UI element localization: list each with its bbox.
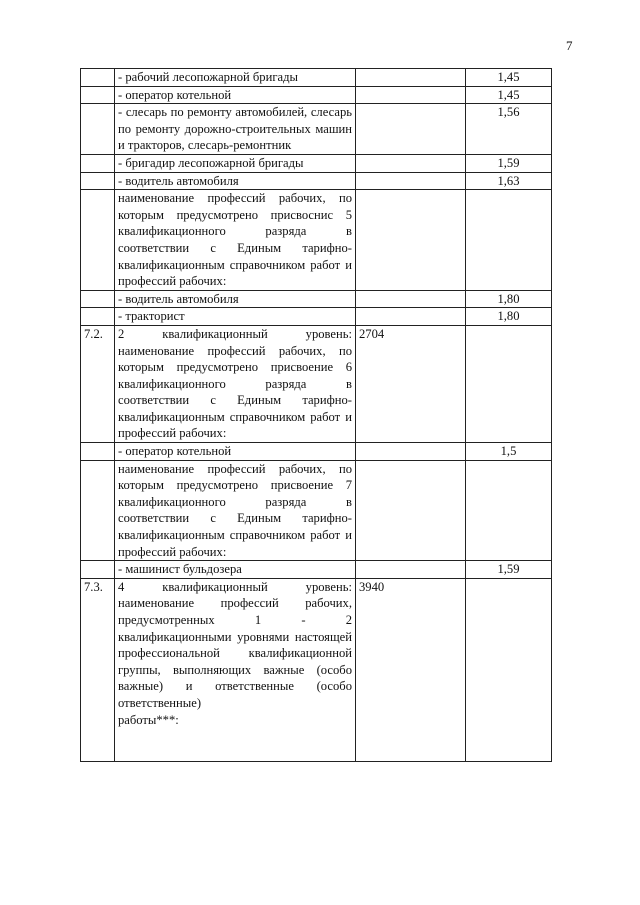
- table-row: [81, 443, 552, 461]
- base-salary: [356, 69, 466, 87]
- profession-description: - водитель автомобиля: [115, 172, 356, 190]
- row-number: [81, 172, 115, 190]
- profession-description: [115, 578, 356, 761]
- profession-description-text: 4 квалификационный уровень: наименование профессий рабочих, предусмотренных 1 - 2 квалификационными уровнями настоящей профессиональной квалификационной группы, выполняющих важные (особо важные) и ответственные (особо ответственные): [118, 579, 352, 710]
- profession-description: - тракторист: [115, 308, 356, 326]
- profession-description: - оператор котельной: [115, 86, 356, 104]
- base-salary: [356, 190, 466, 291]
- row-number: [81, 154, 115, 172]
- table-row: [81, 578, 552, 761]
- base-salary: [356, 561, 466, 579]
- base-salary: [356, 172, 466, 190]
- base-salary: [356, 460, 466, 561]
- row-number: [81, 443, 115, 461]
- coefficient: [466, 325, 552, 442]
- table-row: [81, 154, 552, 172]
- row-number: [81, 86, 115, 104]
- profession-description: - рабочий лесопожарной бригады: [115, 69, 356, 87]
- profession-description-tail: работы***:: [118, 712, 179, 727]
- coefficient: [466, 460, 552, 561]
- row-number: [81, 308, 115, 326]
- base-salary: 2704: [356, 325, 466, 442]
- table-row: [81, 69, 552, 87]
- profession-description: - бригадир лесопожарной бригады: [115, 154, 356, 172]
- profession-description: - оператор котельной: [115, 443, 356, 461]
- coefficient: 1,80: [466, 308, 552, 326]
- profession-description: наименование профессий рабочих, по которым предусмотрено присвоснис 5 квалификационного разряда в соответствии с Единым тарифно-квалификационным справочником работ и профессий рабочих:: [115, 190, 356, 291]
- profession-description: 2 квалификационный уровень: наименование профессий рабочих, по которым предусмотрено присвоение 6 квалификационного разряда в соответствии с Единым тарифно-квалификационным справочником работ и профессий рабочих:: [115, 325, 356, 442]
- base-salary: [356, 86, 466, 104]
- table-row: [81, 290, 552, 308]
- coefficient: 1,59: [466, 154, 552, 172]
- profession-description: - водитель автомобиля: [115, 290, 356, 308]
- table-row: [81, 172, 552, 190]
- base-salary: [356, 290, 466, 308]
- row-number: 7.2.: [81, 325, 115, 442]
- table-row: [81, 190, 552, 291]
- coefficient: [466, 190, 552, 291]
- coefficient: 1,80: [466, 290, 552, 308]
- profession-description: наименование профессий рабочих, по которым предусмотрено присвоение 7 квалификационного разряда в соответствии с Единым тарифно-квалификационным справочником работ и профессий рабочих:: [115, 460, 356, 561]
- coefficient: 1,59: [466, 561, 552, 579]
- table-row: [81, 325, 552, 442]
- base-salary: [356, 443, 466, 461]
- row-number: [81, 190, 115, 291]
- base-salary: [356, 104, 466, 155]
- coefficient: [466, 578, 552, 761]
- row-number: [81, 290, 115, 308]
- table-row: [81, 561, 552, 579]
- row-number: [81, 69, 115, 87]
- profession-description: - машинист бульдозера: [115, 561, 356, 579]
- table-row: [81, 104, 552, 155]
- coefficient: 1,5: [466, 443, 552, 461]
- row-number: 7.3.: [81, 578, 115, 761]
- base-salary: 3940: [356, 578, 466, 761]
- salary-table: [80, 68, 552, 762]
- coefficient: 1,56: [466, 104, 552, 155]
- table-row: [81, 308, 552, 326]
- profession-description: - слесарь по ремонту автомобилей, слесарь по ремонту дорожно-строительных машин и тракторов, слесарь-ремонтник: [115, 104, 356, 155]
- coefficient: 1,63: [466, 172, 552, 190]
- coefficient: 1,45: [466, 86, 552, 104]
- row-number: [81, 561, 115, 579]
- base-salary: [356, 154, 466, 172]
- row-number: [81, 460, 115, 561]
- page-number: 7: [566, 38, 573, 53]
- table-row: [81, 86, 552, 104]
- row-number: [81, 104, 115, 155]
- table-row: [81, 460, 552, 561]
- base-salary: [356, 308, 466, 326]
- coefficient: 1,45: [466, 69, 552, 87]
